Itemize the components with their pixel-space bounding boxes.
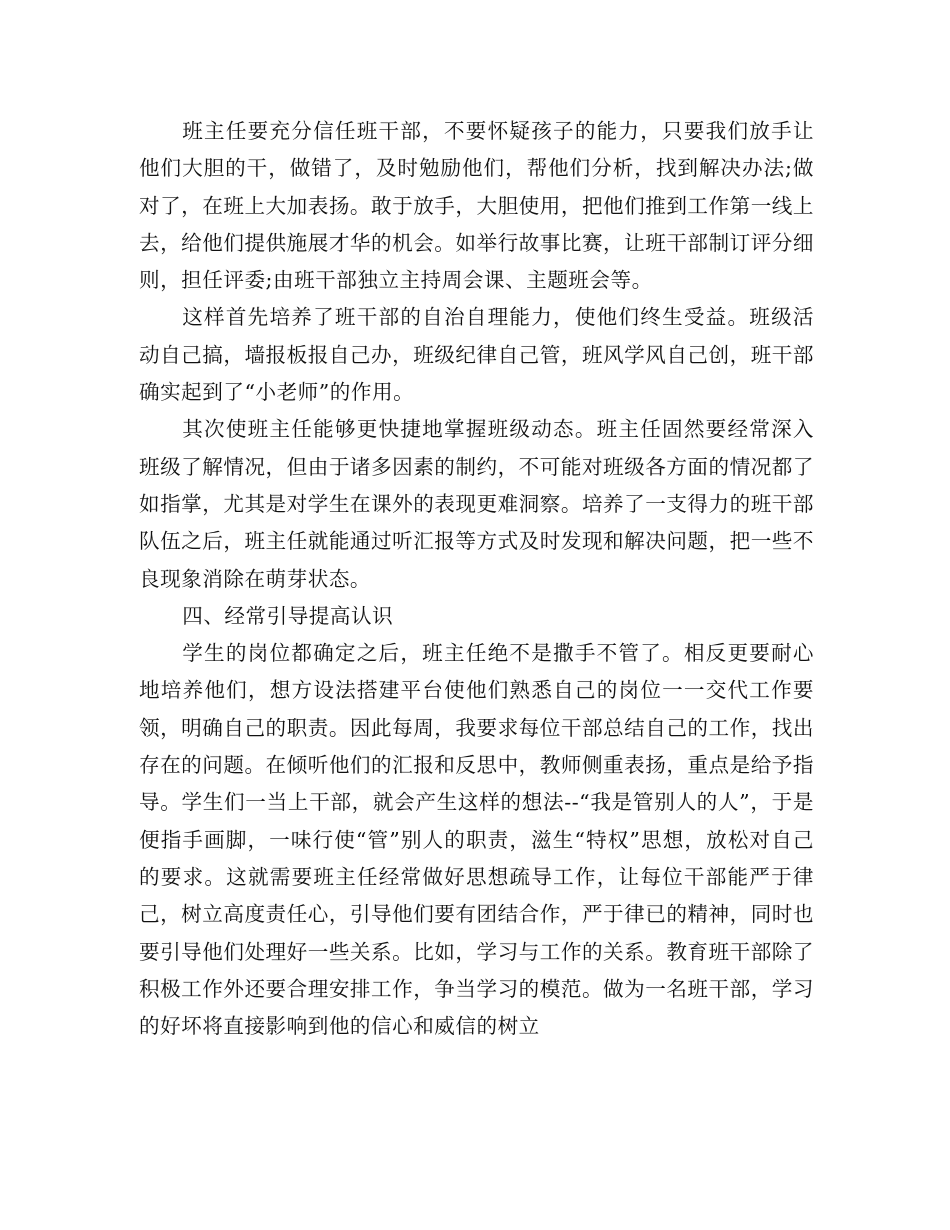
section-heading-four: 四、经常引导提高认识 xyxy=(182,603,394,628)
paragraph-trust-class-cadres: 班主任要充分信任班干部，不要怀疑孩子的能力，只要我们放手让他们大胆的干，做错了，及时勉励他们，帮他们分析，找到解决办法;做对了，在班上大加表扬。敢于放手，大胆使用，把他们推到工作第一线上去，给他们提供施展才华的机会。如举行故事比赛，让班干部制订评分细则，担任评委;由班干部独立主持周会课、主题班会等。 xyxy=(139,119,814,293)
paragraph-class-dynamics: 其次使班主任能够更快捷地掌握班级动态。班主任固然要经常深入班级了解情况，但由于诸多因素的制约，不可能对班级各方面的情况都了如指掌，尤其是对学生在课外的表现更难洞察。培养了一支得力的班干部队伍之后，班主任就能通过听汇报等方式及时发现和解决问题，把一些不良现象消除在萌芽状态。 xyxy=(139,417,814,591)
document-body xyxy=(139,113,814,1045)
paragraph-guidance: 学生的岗位都确定之后，班主任绝不是撒手不管了。相反更要耐心地培养他们，想方设法搭建平台使他们熟悉自己的岗位一一交代工作要领，明确自己的职责。因此每周，我要求每位干部总结自己的工作，找出存在的问题。在倾听他们的汇报和反思中，教师侧重表扬，重点是给予指导。学生们一当上干部，就会产生这样的想法--“我是管别人的人”，于是便指手画脚，一味行使“管”别人的职责，滋生“特权”思想，放松对自己的要求。这就需要班主任经常做好思想疏导工作，让每位干部能严于律己，树立高度责任心，引导他们要有团结合作，严于律已的精神，同时也要引导他们处理好一些关系。比如，学习与工作的关系。教育班干部除了积极工作外还要合理安排工作，争当学习的模范。做为一名班干部，学习的好坏将直接影响到他的信心和威信的树立 xyxy=(139,641,814,1039)
paragraph-self-management: 这样首先培养了班干部的自治自理能力，使他们终生受益。班级活动自己搞，墙报板报自己办，班级纪律自己管，班风学风自己创，班干部确实起到了“小老师”的作用。 xyxy=(139,305,814,405)
